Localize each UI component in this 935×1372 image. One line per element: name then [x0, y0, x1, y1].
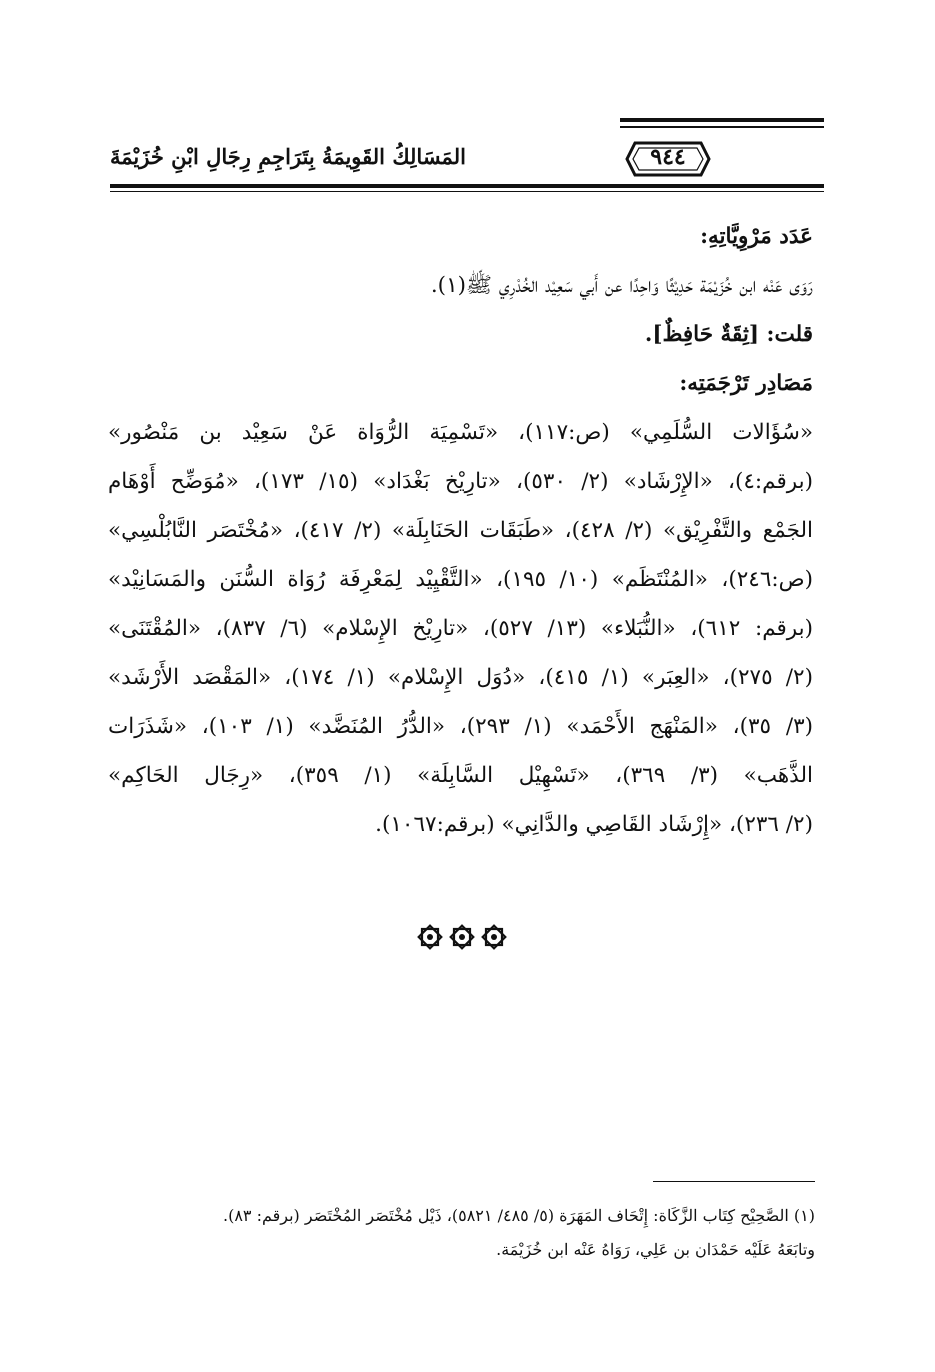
header-rule-top-thin [620, 126, 824, 128]
eight-point-star-icon [417, 924, 443, 950]
section-end-ornament [412, 920, 512, 954]
page-number: ٩٤٤ [650, 144, 686, 170]
section-heading-sources: مَصَادِر تَرْجَمَتِه: [679, 371, 813, 396]
footnotes [108, 1199, 815, 1267]
sources-line: الجَمْع والتَّفْرِيْق» (٢/ ٤٢٨)، «طَبَقَات الحَنَابِلَة» (٢/ ٤١٧)، «مُخْتَصَر النَّابُلْسِي» [108, 518, 813, 543]
page-header [110, 118, 824, 196]
header-rule-bottom [110, 184, 824, 188]
text-line: رَوَى عَنْه ابن خُزَيْمَة حَدِيْثًا وَاحِدًا عن أَبي سَعِيْد الخُدْرِي ﷺ(١). [430, 273, 813, 298]
sources-line: (ص:٢٤٦)، «المُنْتَظَم» (١٠/ ١٩٥)، «التَّقْيِيْد لِمَعْرِفَة رُوَاة السُّنَن والمَسَانِيْد» [108, 567, 813, 592]
verdict-line: قلت: [ثِقَةٌ حَافِظٌ]. [644, 322, 813, 347]
footnote-1-continuation: وتابَعَهُ عَلَيْه حَمْدَان بن عَلِي، رَوَاهُ عَنْه ابن خُزَيْمَة. [496, 1240, 815, 1259]
sources-line: (برقم: ٦١٢)، «النُّبَلاء» (١٣/ ٥٢٧)، «تارِيْخ الإِسْلام» (٦/ ٨٣٧)، «المُقْتَنَى» [108, 616, 813, 641]
footnote-separator [653, 1181, 815, 1182]
eight-point-star-icon [449, 924, 475, 950]
page-number-badge [625, 140, 711, 178]
sources-line: الذَّهَب» (٣/ ٣٦٩)، «تَسْهِيْل السَّابِلَة» (١/ ٣٥٩)، «رِجَال الحَاكِم» [108, 763, 813, 788]
main-text [108, 212, 813, 849]
sources-line: (برقم:٤)، «الإِرْشَاد» (٢/ ٥٣٠)، «تارِيْخ بَغْدَاد» (١٥/ ١٧٣)، «مُوَضِّح أَوْهَام [108, 469, 813, 494]
header-rule-top [620, 118, 824, 122]
sources-line: (٢/ ٢٣٦)، «إِرْشَاد القَاصِي والدَّانِي» (برقم:١٠٦٧). [375, 812, 813, 837]
section-heading-narrations: عَدَد مَرْوِيَّاتِهِ: [700, 224, 813, 249]
header-rule-bottom-thin [110, 191, 824, 192]
sources-line: (٢/ ٢٧٥)، «العِبَر» (١/ ٤١٥)، «دُوَل الإِسْلام» (١/ ١٧٤)، «المَقْصَد الأَرْشَد» [108, 665, 813, 690]
sources-line: (٣/ ٣٥)، «المَنْهَج الأَحْمَد» (١/ ٢٩٣)، «الدُّرُ المُنَضَّد» (١/ ١٠٣)، «شَذَرَات [108, 714, 813, 739]
eight-point-star-icon [481, 924, 507, 950]
running-title: المَسَالِكُ القَوِيمَةُ بِتَرَاجِمِ رِجَالِ ابْنِ خُزَيْمَةَ [110, 144, 466, 169]
sources-line: «سُؤَالات السُّلَمِي» (ص:١١٧)، «تَسْمِيَة الرُّوَاة عَنْ سَعِيْد بن مَنْصُور» [108, 420, 813, 445]
footnote-1: (١) الصَّحِيْح كِتَاب الزَّكَاة: إِتْحَاف المَهَرَة (٥/ ٤٨٥/ ٥٨٢١)، ذَيْل مُخْتَصَر المُخْتَصَر (برقم: ٨٣). [222, 1206, 815, 1225]
